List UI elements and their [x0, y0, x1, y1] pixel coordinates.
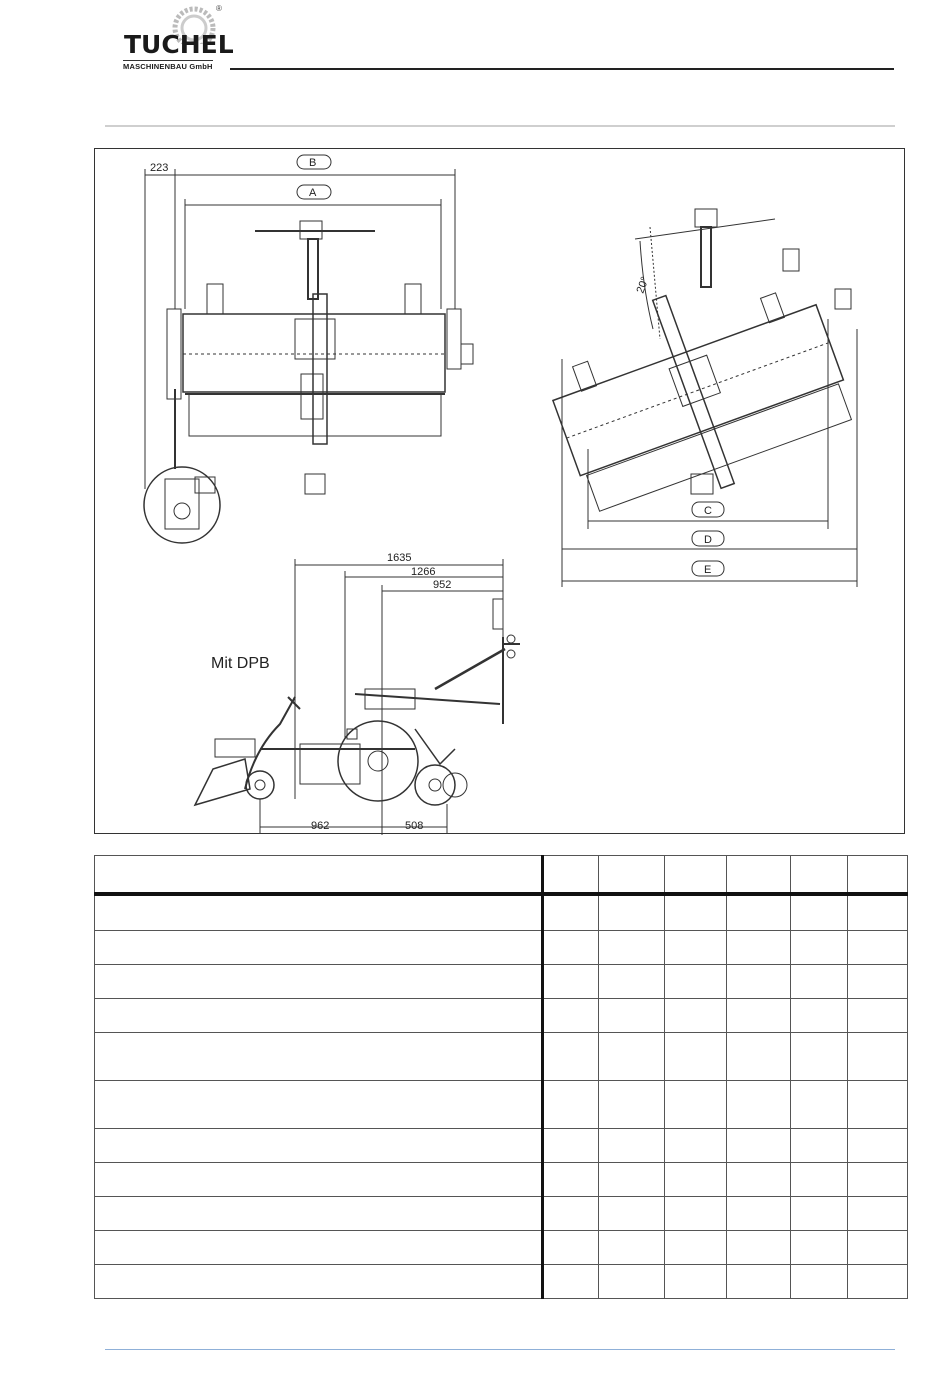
drawing-canvas	[95, 149, 906, 835]
dim-223-label: 223	[150, 162, 169, 174]
top-view	[144, 155, 473, 543]
table-row	[95, 998, 908, 1032]
table-header-row	[95, 856, 908, 895]
technical-drawing	[94, 148, 905, 834]
table-row	[95, 1128, 908, 1162]
spec-table	[94, 855, 908, 1299]
table-row	[95, 894, 908, 930]
dim-508-label: 508	[405, 820, 424, 832]
registered-mark: ®	[216, 4, 222, 13]
logo-wordmark: TUCHEL	[124, 30, 234, 59]
table-row	[95, 1196, 908, 1230]
table-row	[95, 1032, 908, 1080]
angle-20-label: 20°	[634, 275, 652, 296]
table-row	[95, 1230, 908, 1264]
dim-1266-label: 1266	[411, 566, 436, 578]
dim-b-label: B	[309, 157, 317, 169]
dim-952-label: 952	[433, 579, 452, 591]
table-row	[95, 930, 908, 964]
dim-962-label: 962	[311, 820, 330, 832]
side-view-caption: Mit DPB	[211, 655, 270, 672]
table-row	[95, 1162, 908, 1196]
side-view	[195, 559, 520, 835]
dim-a-label: A	[309, 187, 317, 199]
dim-c-label: C	[704, 505, 712, 517]
table-row	[95, 964, 908, 998]
footer-rule	[105, 1349, 895, 1350]
logo-subtitle: MASCHINENBAU GmbH	[123, 62, 213, 71]
company-logo	[120, 4, 234, 72]
header-rule	[230, 68, 894, 70]
table-row	[95, 1264, 908, 1298]
table-row	[95, 1080, 908, 1128]
dim-d-label: D	[704, 534, 712, 546]
angled-view	[532, 209, 864, 587]
dim-e-label: E	[704, 564, 712, 576]
dim-1635-label: 1635	[387, 552, 412, 564]
section-divider	[105, 125, 895, 127]
